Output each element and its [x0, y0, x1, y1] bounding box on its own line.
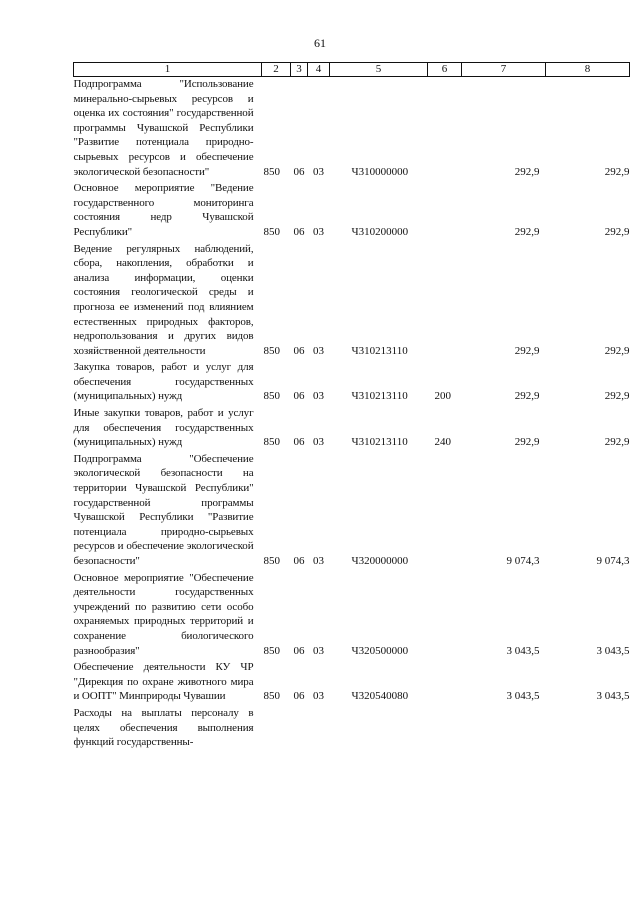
row-subsection: 03 — [313, 436, 324, 449]
header-col-1: 1 — [74, 63, 262, 77]
row-section: 06 — [293, 555, 305, 567]
row-grbs: 850 — [263, 165, 280, 178]
row-section: 06 — [293, 690, 305, 703]
row-expense-type — [428, 660, 462, 706]
row-sum-1 — [462, 706, 546, 752]
table-row — [74, 660, 630, 706]
row-sum-2: 3 043,5 — [596, 644, 630, 657]
row-sum-1: 292,9 — [514, 390, 540, 403]
row-target-article: Ч310000000 — [351, 165, 409, 178]
row-section: 06 — [293, 344, 305, 357]
row-expense-type: 200 — [434, 390, 451, 403]
row-section: 06 — [293, 644, 305, 657]
row-subsection: 03 — [313, 644, 324, 657]
row-subsection: 03 — [313, 165, 324, 178]
row-description: Расходы на выплаты персоналу в целях обеспечения выполнения функций государственны- — [73, 706, 254, 749]
header-col-8: 8 — [546, 63, 630, 77]
row-sum-1: 3 043,5 — [506, 690, 540, 703]
row-section: 06 — [293, 165, 305, 178]
row-target-article: Ч310213110 — [351, 390, 408, 403]
row-sum-2: 292,9 — [604, 225, 630, 238]
row-section: 06 — [293, 436, 305, 449]
table-row — [74, 452, 630, 571]
row-sum-2: 292,9 — [604, 165, 630, 178]
header-col-2: 2 — [262, 63, 291, 77]
row-expense-type — [428, 571, 462, 661]
row-grbs: 850 — [263, 690, 280, 703]
row-grbs: 850 — [263, 225, 280, 238]
row-sum-2: 292,9 — [604, 436, 630, 449]
row-description: Закупка товаров, работ и услуг для обеспечения государственных (муниципальных) нужд — [73, 361, 254, 403]
table-row — [74, 406, 630, 452]
row-target-article: Ч320500000 — [351, 644, 409, 657]
row-expense-type — [428, 181, 462, 241]
row-description: Подпрограмма "Использование минерально-сырьевых ресурсов и оценка их состояния" государственной программы Чувашской Республики "Развитие потенциала природно-сырьевых ресурсов и обеспечение экологической безопасности" — [73, 78, 254, 178]
row-sum-1: 9 074,3 — [506, 555, 540, 567]
row-expense-type — [428, 77, 462, 182]
row-expense-type — [428, 452, 462, 571]
row-sum-2: 292,9 — [604, 344, 630, 357]
page-number: 61 — [314, 36, 326, 50]
row-subsection — [308, 706, 330, 752]
row-subsection: 03 — [313, 555, 324, 567]
row-sum-1: 292,9 — [514, 344, 540, 357]
row-expense-type — [428, 706, 462, 752]
row-description: Ведение регулярных наблюдений, сбора, накопления, обработки и анализа информации, оценки состояния геологической среды и прогноза ее изменений под влиянием естественных природных факторов, недропользования и других видов хозяйственной деятельности — [73, 242, 254, 357]
row-grbs: 850 — [263, 555, 280, 567]
row-section: 06 — [293, 225, 305, 238]
row-target-article: Ч320540080 — [351, 690, 409, 703]
header-col-6: 6 — [428, 63, 462, 77]
row-grbs: 850 — [263, 390, 280, 403]
row-subsection: 03 — [313, 390, 324, 403]
row-expense-type — [428, 242, 462, 361]
row-sum-2 — [546, 706, 630, 752]
row-target-article — [330, 706, 428, 752]
row-sum-1: 292,9 — [514, 225, 540, 238]
row-target-article: Ч310213110 — [351, 436, 408, 449]
row-subsection: 03 — [313, 344, 324, 357]
table-row — [74, 571, 630, 661]
row-subsection: 03 — [313, 225, 324, 238]
row-target-article: Ч320000000 — [351, 555, 409, 567]
header-col-4: 4 — [308, 63, 330, 77]
row-sum-1: 292,9 — [514, 436, 540, 449]
row-sum-2: 9 074,3 — [596, 555, 630, 567]
row-section — [291, 706, 308, 752]
row-target-article: Ч310200000 — [351, 225, 409, 238]
row-sum-2: 292,9 — [604, 390, 630, 403]
table-row — [74, 77, 630, 182]
table-row — [74, 360, 630, 406]
row-grbs: 850 — [263, 344, 280, 357]
table-row — [74, 181, 630, 241]
row-expense-type: 240 — [434, 436, 451, 449]
row-sum-2: 3 043,5 — [596, 690, 630, 703]
header-col-7: 7 — [462, 63, 546, 77]
row-grbs — [262, 706, 291, 752]
row-description: Обеспечение деятельности КУ ЧР "Дирекция по охране животного мира и ООПТ" Минприроды Чувашии — [73, 661, 254, 703]
row-subsection: 03 — [313, 690, 324, 703]
row-grbs: 850 — [263, 436, 280, 449]
row-sum-1: 3 043,5 — [506, 644, 540, 657]
row-target-article: Ч310213110 — [351, 344, 408, 357]
row-description: Подпрограмма "Обеспечение экологической безопасности на территории Чувашской Республики" государственной программы Чувашской Республики "Развитие потенциала природно-сырьевых ресурсов и обеспечение экологической безопасности" — [73, 452, 254, 567]
table-row — [74, 242, 630, 361]
header-col-5: 5 — [330, 63, 428, 77]
table-header-row — [74, 63, 630, 77]
row-grbs: 850 — [263, 644, 280, 657]
budget-table — [73, 62, 630, 752]
header-col-3: 3 — [291, 63, 308, 77]
row-description: Иные закупки товаров, работ и услуг для обеспечения государственных (муниципальных) нужд — [73, 407, 254, 449]
row-section: 06 — [293, 390, 305, 403]
row-description: Основное мероприятие "Обеспечение деятельности государственных учреждений по развитию сети особо охраняемых природных территорий и сохранение биологического разнообразия" — [73, 571, 254, 657]
row-sum-1: 292,9 — [514, 165, 540, 178]
row-description: Основное мероприятие "Ведение государственного мониторинга состояния недр Чувашской Республики" — [73, 182, 254, 238]
table-row — [74, 706, 630, 752]
